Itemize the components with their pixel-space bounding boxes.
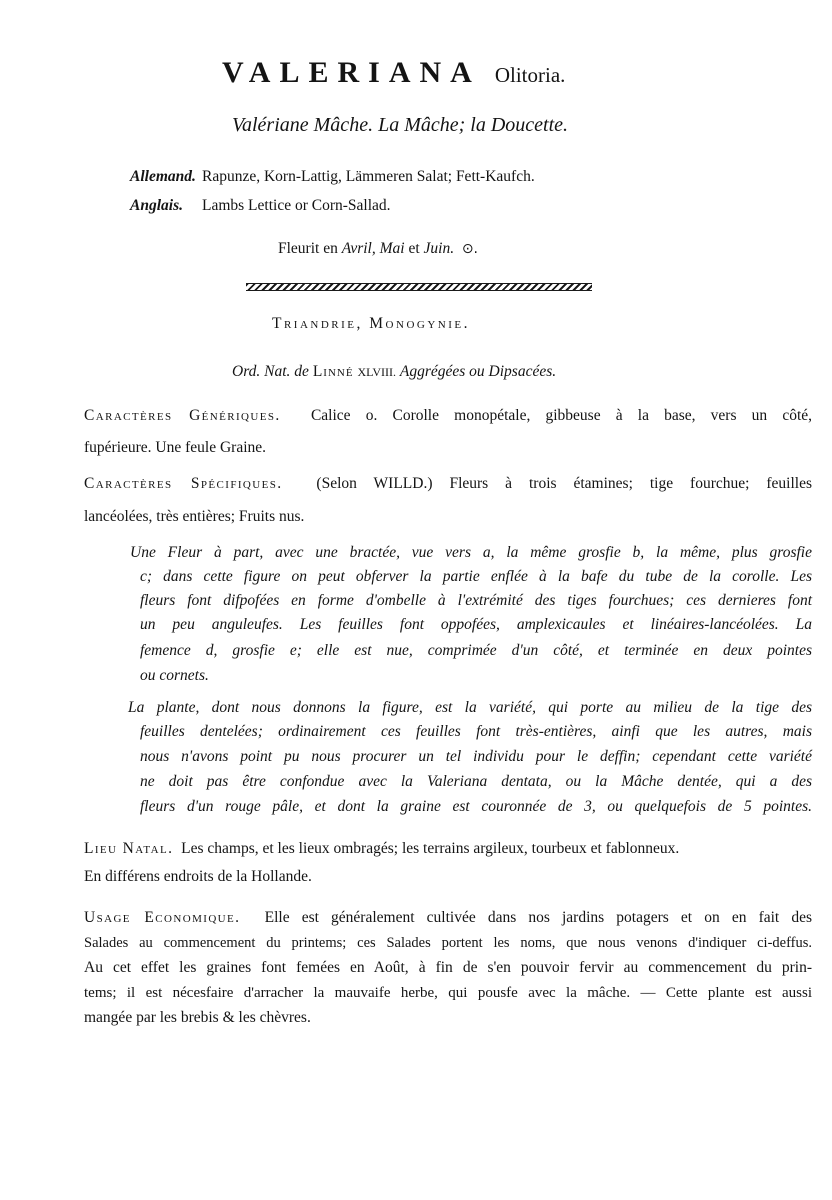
generic-text: Calice o. Corolle monopétale, gibbeuse à la base, vers un côté,: [310, 407, 813, 424]
name-english: [130, 196, 391, 216]
description-1-line: fleurs font difpofées en forme d'ombelle à l'extrémité des tiges fourchues; ces dernieres font: [140, 592, 812, 609]
usage-line-1: [84, 908, 812, 928]
name-text: Lambs Lettice or Corn-Sallad.: [202, 197, 391, 214]
order-number: XLVIII.: [357, 365, 396, 379]
page-title: [222, 56, 565, 90]
generic-characters-line-2: fupérieure. Une feule Graine.: [84, 439, 267, 456]
flowering-line: [278, 239, 478, 259]
description-2-line: nous n'avons point pu nous procurer un tel individu pour le deffin; cependant cette variété: [140, 748, 812, 765]
species-name: Olitoria.: [494, 63, 566, 87]
month-may: Mai: [379, 240, 405, 257]
usage-line-5: mangée par les brebis & les chèvres.: [84, 1009, 311, 1026]
natural-order: [232, 362, 556, 382]
usage-line-3: Au cet effet les graines font femées en Août, à fin de s'en pouvoir fervir au commencement du prin-: [84, 959, 812, 976]
habitat-text: Les champs, et les lieux ombragés; les terrains argileux, tourbeux et fablonneux.: [181, 840, 680, 857]
name-label: Anglais.: [130, 197, 183, 214]
specific-text: (Selon WILLD.) Fleurs à trois étamines; tige fourchue; feuilles: [316, 475, 812, 492]
description-2-line: feuilles dentelées; ordinairement ces feuilles font très-entières, ainfi que les autres, mais: [140, 723, 812, 740]
flowering-pre: Fleurit en: [278, 240, 338, 257]
usage-line-4: tems; il est nécesfaire d'arracher la mauvaife herbe, qui pousfe avec la mâche. — Cette plante est aussi: [84, 985, 812, 1001]
habitat-line-1: [84, 839, 679, 859]
specific-heading: Caractères Spécifiques.: [84, 475, 283, 492]
name-german: [130, 167, 535, 187]
ornamental-divider: [246, 283, 592, 291]
order-author: Linné: [312, 363, 354, 380]
name-text: Rapunze, Korn-Lattig, Lämmeren Salat; Fett-Kaufch.: [202, 168, 535, 185]
description-1-line: c; dans cette figure on peut obferver la partie enflée à la bafe du tube de la corolle. Les: [140, 568, 812, 585]
order-pre: Ord. Nat. de: [232, 363, 309, 380]
usage-text: Elle est généralement cultivée dans nos jardins potagers et on en fait des: [264, 909, 813, 926]
generic-characters-line-1: [84, 406, 812, 426]
generic-heading: Caractères Génériques.: [84, 407, 281, 424]
habitat-line-2: En différens endroits de la Hollande.: [84, 868, 312, 885]
description-1-line: femence d, grosfie e; elle est nue, comprimée d'un côté, et terminée en deux pointes: [140, 642, 812, 659]
habitat-heading: Lieu Natal.: [84, 840, 174, 857]
description-2-line: La plante, dont nous donnons la figure, est la variété, qui porte au milieu de la tige des: [128, 699, 812, 716]
description-1-line: ou cornets.: [140, 667, 209, 684]
flowering-and: et: [408, 240, 420, 257]
description-1-line: Une Fleur à part, avec une bractée, vue vers a, la même grosfie b, la même, plus grosfie: [130, 544, 812, 561]
common-names: Valériane Mâche. La Mâche; la Doucette.: [232, 114, 569, 136]
usage-heading: Usage Economique.: [84, 909, 241, 926]
specific-characters-line-2: lancéolées, très entières; Fruits nus.: [84, 508, 305, 525]
genus-name: VALERIANA: [222, 56, 481, 89]
usage-line-2: Salades au commencement du printems; ces Salades portent les noms, que nous venons d'indiquer ci-deffus.: [84, 935, 812, 951]
description-1-line: un peu anguleufes. Les feuilles font oppofées, amplexicaules et linéaires-lancéolées. La: [140, 616, 812, 633]
annual-symbol-icon: ⊙.: [461, 241, 479, 257]
description-2-line: ne doit pas être confondue avec la Valeriana dentata, ou la Mâche dentée, qui a des: [140, 773, 812, 790]
month-june: Juin.: [423, 240, 455, 257]
order-family: Aggrégées ou Dipsacées.: [399, 363, 557, 380]
classification: Triandrie, Monogynie.: [272, 315, 470, 332]
name-label: Allemand.: [130, 168, 196, 185]
month-april: Avril,: [341, 240, 376, 257]
specific-characters-line-1: [84, 474, 812, 494]
description-2-line: fleurs d'un rouge pâle, et dont la graine est couronnée de 3, ou quelquefois de 5 pointes.: [140, 798, 812, 815]
